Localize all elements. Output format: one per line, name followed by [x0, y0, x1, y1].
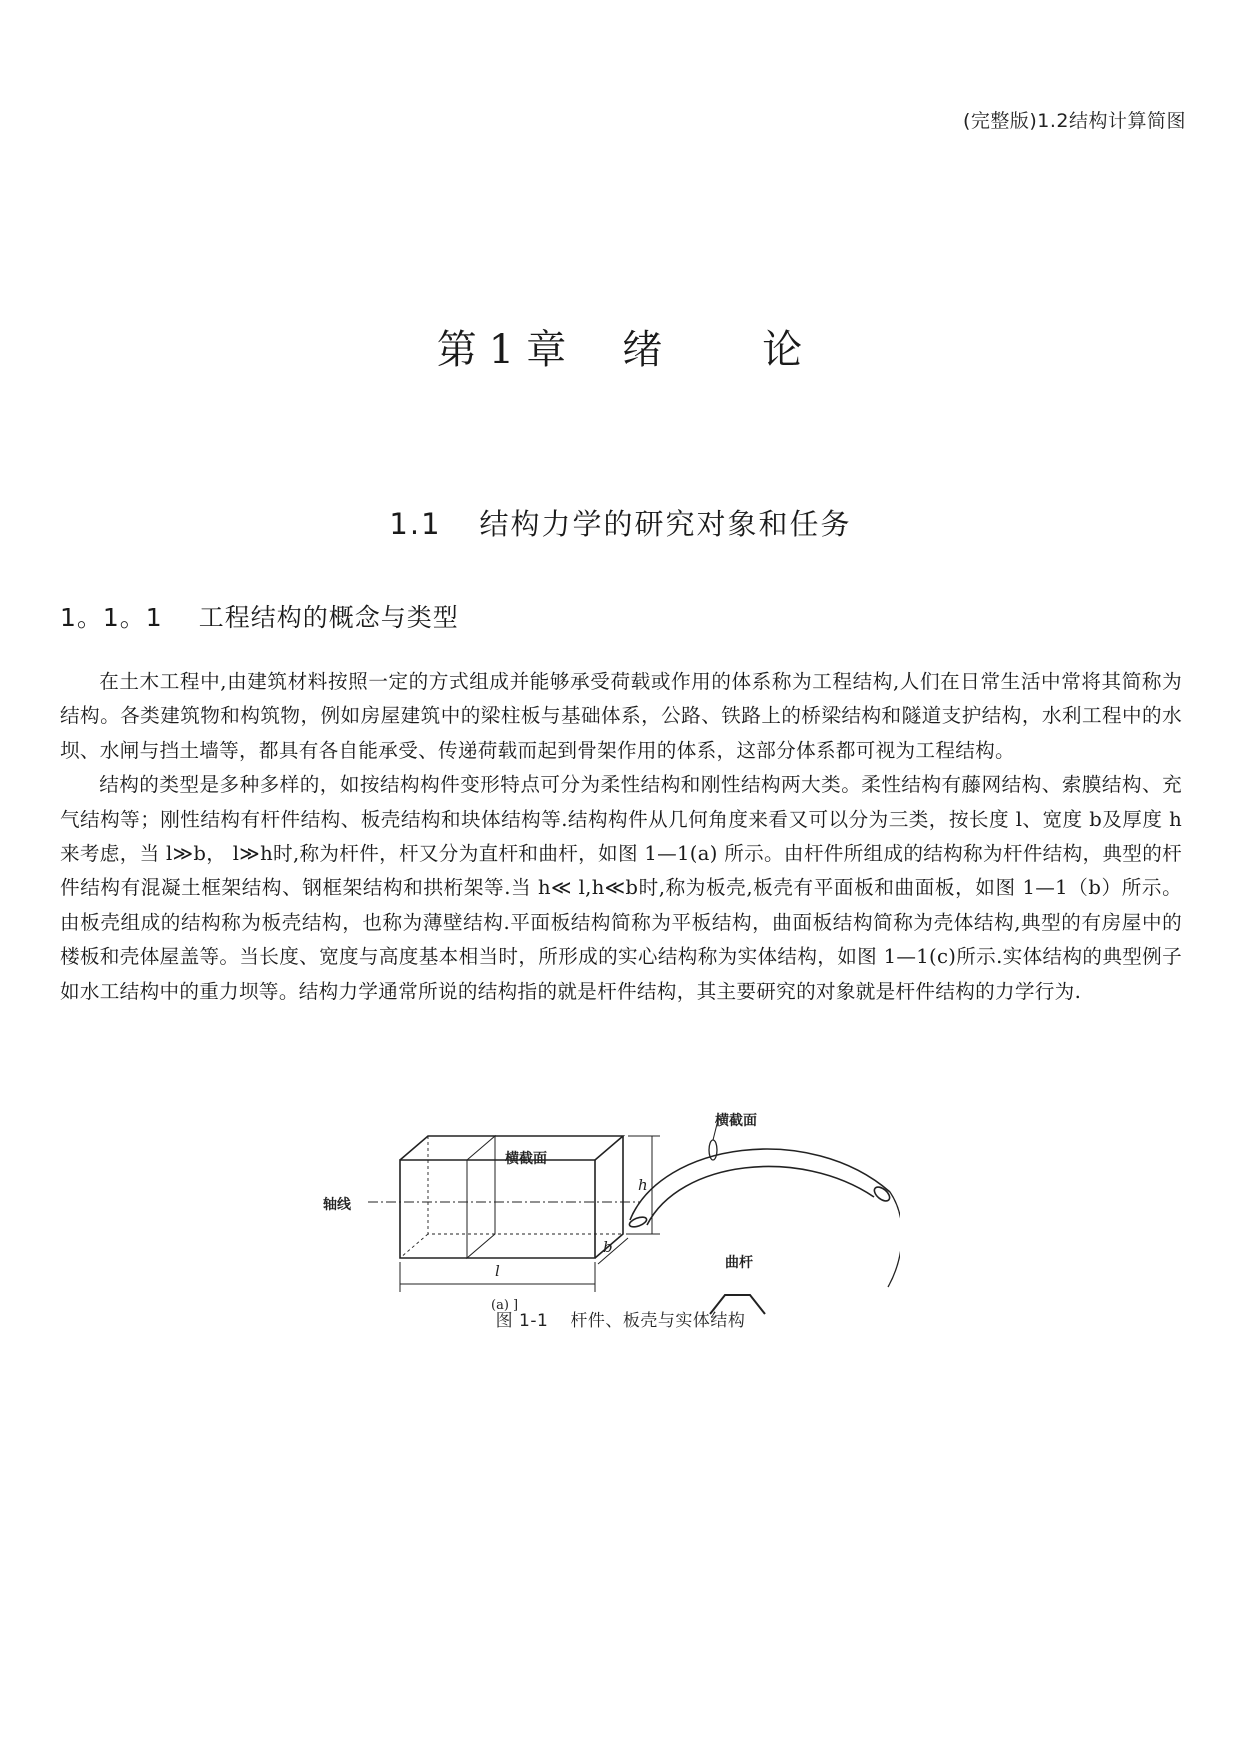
label-h: h — [638, 1176, 648, 1194]
bar-front-face — [400, 1160, 595, 1258]
chapter-prefix: 第 — [436, 327, 479, 373]
chapter-title-char-2: 论 — [762, 327, 805, 373]
curved-bar-inner — [647, 1167, 874, 1225]
figure-drawing — [340, 1112, 900, 1322]
paragraph-1: 在土木工程中,由建筑材料按照一定的方式组成并能够承受荷载或作用的体系称为工程结构,人们在日常生活中常将其简称为结构。各类建筑物和构筑物，例如房屋建筑中的梁柱板与基础体系，公路、铁路上的桥梁结构和隧道支护结构，水利工程中的水坝、水闸与挡土墙等，都具有各自能承受、传递荷载而起到骨架作用的体系，这部分体系都可视为工程结构。 — [60, 670, 1182, 762]
subsection-title-text: 工程结构的概念与类型 — [198, 603, 459, 632]
label-l: l — [495, 1262, 500, 1280]
label-curved-bar: 曲杆 — [725, 1255, 753, 1271]
subsection-title — [60, 598, 459, 634]
label-cross-section-curved: 横截面 — [715, 1113, 757, 1129]
chapter-suffix: 章 — [526, 327, 569, 373]
figure-caption-text: 杆件、板壳与实体结构 — [570, 1311, 746, 1331]
chapter-title-char-1: 绪 — [622, 327, 665, 373]
curved-cross-section — [709, 1140, 717, 1160]
section-number: 1.1 — [389, 507, 442, 541]
curved-bar-support-arc — [888, 1192, 900, 1287]
chapter-number: 1 — [488, 327, 517, 373]
section-title — [0, 502, 1241, 543]
chapter-title — [0, 318, 1241, 375]
label-b: b — [603, 1238, 613, 1256]
label-sub-a: (a) ] — [491, 1298, 519, 1313]
figure-caption — [0, 1306, 1241, 1331]
figure-1-1 — [323, 1112, 900, 1322]
figure-caption-number: 图 1-1 — [495, 1311, 549, 1331]
bar-cross-section — [467, 1136, 495, 1258]
running-header: (完整版)1.2结构计算简图 — [962, 110, 1186, 132]
curved-bar-end-right — [872, 1184, 892, 1203]
label-cross-section-straight: 横截面 — [505, 1151, 547, 1167]
body-text — [60, 665, 1182, 1009]
subsection-number: 1。1。1 — [60, 603, 163, 632]
label-axis-line: 轴线 — [323, 1197, 351, 1213]
paragraph-2: 结构的类型是多种多样的，如按结构构件变形特点可分为柔性结构和刚性结构两大类。柔性结构有藤网结构、索膜结构、充气结构等；刚性结构有杆件结构、板壳结构和块体结构等.结构构件从几何角度来看又可以分为三类，按长度 l、宽度 b及厚度 h来考虑，当 l≫b， l≫h时,称为杆件，杆又分为直杆和曲杆，如图 1—1(a) 所示。由杆件所组成的结构称为杆件结构，典型的杆件结构有混凝土框架结构、钢框架结构和拱桁架等.当 h≪ l,h≪b时,称为板壳,板壳有平面板和曲面板，如图 1—1（b）所示。由板壳组成的结构称为板壳结构，也称为薄壁结构.平面板结构简称为平板结构，曲面板结构简称为壳体结构,典型的有房屋中的楼板和壳体屋盖等。当长度、宽度与高度基本相当时，所形成的实心结构称为实体结构，如图 1—1(c)所示.实体结构的典型例子如水工结构中的重力坝等。结构力学通常所说的结构指的就是杆件结构，其主要研究的对象就是杆件结构的力学行为. — [60, 773, 1182, 1003]
section-title-text: 结构力学的研究对象和任务 — [479, 507, 852, 541]
